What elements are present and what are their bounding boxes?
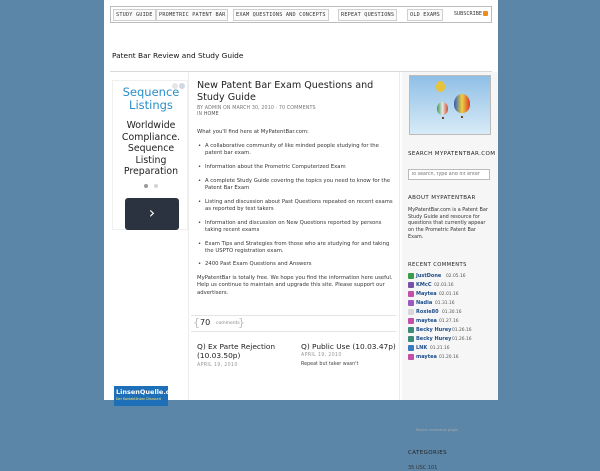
page-container xyxy=(104,0,498,471)
balloon-shape xyxy=(436,81,445,92)
list-item[interactable] xyxy=(408,317,496,326)
meta-author-link[interactable]: ADMIN xyxy=(204,106,222,111)
balloon-shape xyxy=(437,102,448,115)
post-bullet-list xyxy=(197,143,393,268)
avatar xyxy=(408,336,414,342)
list-item[interactable] xyxy=(408,272,496,281)
comment-date: 02.05.16 xyxy=(446,274,466,279)
left-ad-column xyxy=(112,80,188,400)
nav-exam-questions[interactable]: EXAM QUESTIONS AND CONCEPTS xyxy=(233,9,329,21)
rss-icon xyxy=(483,11,488,16)
comment-author[interactable]: Roxie80 xyxy=(416,309,439,315)
post-intro: What you'll find here at MyPatentBar.com: xyxy=(197,129,309,135)
about-text: MyPatentBar.com is a Patent Bar Study Guide and resource for questions that currently appear on the Prometric Patent Bar Exam. xyxy=(408,207,488,240)
ad-next-button[interactable]: › xyxy=(125,198,179,230)
related-post xyxy=(301,342,401,367)
related-post-title[interactable]: Q) Ex Parte Rejection (10.03.50p) xyxy=(197,342,276,361)
avatar xyxy=(408,345,414,351)
ad-banner[interactable] xyxy=(114,386,175,406)
post-meta: BY ADMIN ON MARCH 30, 2010 · 70 COMMENTS IN HOME xyxy=(197,106,316,117)
ad-headline[interactable]: Sequence Listings xyxy=(122,85,180,112)
list-item: • A complete Study Guide covering the topics you need to know for the Patent Bar Exam xyxy=(197,178,393,192)
comment-author[interactable]: Nadia xyxy=(416,300,433,306)
site-title[interactable]: Patent Bar Review and Study Guide xyxy=(112,51,244,60)
avatar xyxy=(408,282,414,288)
about-heading: ABOUT MYPATENTBAR xyxy=(408,195,476,201)
list-item[interactable] xyxy=(408,281,496,290)
list-item: • A collaborative community of like minded people studying for the patent bar exam. xyxy=(197,143,393,157)
meta-by: BY xyxy=(197,106,204,111)
comment-author[interactable]: Maytea xyxy=(416,291,437,297)
list-item: • 2400 Past Exam Questions and Answers xyxy=(197,261,393,268)
list-item: • Information and discussion on New Questions reported by persons taking recent exams xyxy=(197,220,393,234)
search-heading: SEARCH MYPATENTBAR.COM xyxy=(408,151,496,157)
nav-prometric-patent-bar[interactable]: PROMETRIC PATENT BAR xyxy=(156,9,228,21)
related-post-excerpt: Repeat but taker wasn't xyxy=(301,362,359,368)
right-sidebar xyxy=(402,72,498,471)
comments-count[interactable]: 70 xyxy=(200,318,211,327)
comment-date: 01.26.16 xyxy=(452,328,472,333)
nav-old-exams[interactable]: OLD EXAMS xyxy=(407,9,443,21)
avatar xyxy=(408,273,414,279)
comment-date: 01.27.16 xyxy=(439,319,459,324)
main-content xyxy=(188,72,400,400)
search-input[interactable] xyxy=(408,169,490,180)
balloon-shape xyxy=(454,94,470,113)
comment-date: 02.01.16 xyxy=(439,292,459,297)
related-post-date: APRIL 19, 2010 xyxy=(197,362,238,368)
list-item[interactable] xyxy=(408,308,496,317)
list-item[interactable] xyxy=(408,299,496,308)
post-outro: MyPatentBar is totally free. We hope you find the information here useful. Help us continue to maintain and upgrade this site. Please support our advertisers. xyxy=(197,275,393,296)
balloon-basket xyxy=(461,116,463,118)
list-item[interactable] xyxy=(408,353,496,362)
comment-author[interactable]: maytea xyxy=(416,318,437,324)
nav-study-guide[interactable]: STUDY GUIDE xyxy=(113,9,156,21)
category-link[interactable]: 35 USC 101 xyxy=(408,465,438,471)
meta-comments-link[interactable]: 70 COMMENTS xyxy=(278,106,316,111)
comment-author[interactable]: Becky Hurey xyxy=(416,336,452,342)
post-body xyxy=(197,129,393,304)
balloon-basket xyxy=(442,117,444,119)
related-post-title[interactable]: Q) Public Use (10.03.47p) xyxy=(301,342,396,351)
nav-repeat-questions[interactable]: REPEAT QUESTIONS xyxy=(338,9,397,21)
top-navigation xyxy=(110,6,492,23)
avatar xyxy=(408,291,414,297)
avatar xyxy=(408,309,414,315)
avatar xyxy=(408,354,414,360)
ad-banner-subtitle: Der Kontaktlinsen Discount xyxy=(116,397,161,401)
meta-date: MARCH 30, 2010 xyxy=(232,106,275,111)
comment-author[interactable]: JustDone xyxy=(416,273,442,279)
avatar xyxy=(408,300,414,306)
comment-author[interactable]: LNK xyxy=(416,345,428,351)
carousel-dot[interactable] xyxy=(154,184,158,188)
subscribe-label: SUBSCRIBE xyxy=(453,11,482,17)
meta-on: ON xyxy=(223,106,231,111)
recent-comments-list xyxy=(408,272,496,362)
comment-date: 01.30.16 xyxy=(442,310,462,315)
comments-link-box[interactable] xyxy=(191,315,396,332)
carousel-dot-active[interactable] xyxy=(144,184,148,188)
list-item[interactable] xyxy=(408,290,496,299)
list-item[interactable] xyxy=(408,335,496,344)
plugin-credit-link[interactable]: Recent comments plugin xyxy=(416,428,459,432)
related-post xyxy=(197,342,297,368)
comment-author[interactable]: KMcC xyxy=(416,282,432,288)
post-title[interactable]: New Patent Bar Exam Questions and Study Guide xyxy=(197,80,374,103)
comment-date: 01.31.16 xyxy=(435,301,455,306)
balloon-image xyxy=(409,75,491,135)
avatar xyxy=(408,318,414,324)
comment-date: 02.03.16 xyxy=(434,283,454,288)
list-item: • Exam Tips and Strategies from those who are studying for and taking the USPTO registration exam. xyxy=(197,241,393,255)
avatar xyxy=(408,327,414,333)
comment-date: 01.21.16 xyxy=(430,346,450,351)
ad-unit[interactable] xyxy=(112,80,188,230)
comment-date: 01.20.16 xyxy=(439,355,459,360)
list-item[interactable] xyxy=(408,344,496,353)
comment-author[interactable]: Becky Hurey xyxy=(416,327,452,333)
ad-banner-title: LinsenQuelle.de xyxy=(116,388,175,396)
comments-brace-left: { xyxy=(193,316,200,329)
comments-brace-right: } xyxy=(238,316,245,329)
list-item: • Information about the Prometric Computerized Exam xyxy=(197,164,393,171)
categories-heading: CATEGORIES xyxy=(408,450,448,456)
list-item[interactable] xyxy=(408,326,496,335)
ad-body-text: Worldwide Compliance. Sequence Listing Preparation xyxy=(121,120,181,178)
comments-label[interactable]: comments xyxy=(216,321,240,326)
related-post-date: APRIL 19, 2010 xyxy=(301,353,342,359)
meta-in: IN xyxy=(197,112,203,117)
meta-category-link[interactable]: HOME xyxy=(203,112,219,117)
recent-comments-heading: RECENT COMMENTS xyxy=(408,262,467,268)
list-item: • Listing and discussion about Past Questions repeated on recent exams as reported by test takers xyxy=(197,199,393,213)
comment-date: 01.26.16 xyxy=(452,337,472,342)
subscribe-link[interactable] xyxy=(454,11,488,17)
ad-carousel-dots xyxy=(144,184,160,190)
comment-author[interactable]: maytea xyxy=(416,354,437,360)
